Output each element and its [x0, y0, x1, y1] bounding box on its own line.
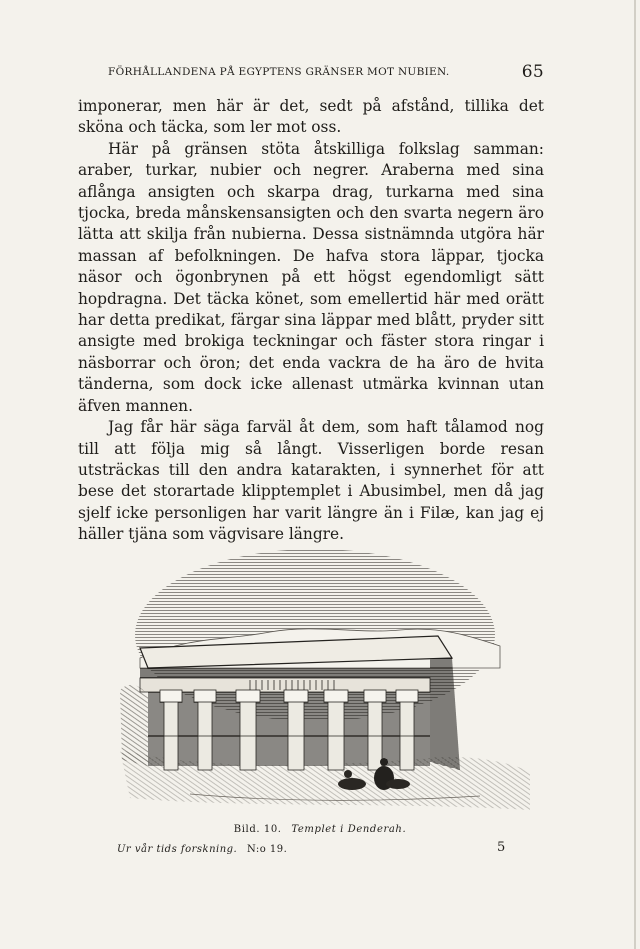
paragraph: imponerar, men här är det, sedt på afstånd, tillika det sköna och täcka, som ler mot oss. [78, 97, 544, 137]
series-issue: N:o 19. [246, 844, 288, 855]
body-text [78, 96, 544, 546]
column [240, 700, 256, 770]
series-title: Ur vår tids forskning. [117, 844, 238, 855]
signature-mark: 5 [497, 840, 506, 855]
column [288, 700, 304, 770]
column [368, 700, 382, 770]
caption-label: Bild. 10. [233, 824, 282, 835]
columns [164, 700, 414, 770]
column [400, 700, 414, 770]
figure-caption [0, 824, 640, 835]
paragraph: Jag får här säga farväl åt dem, som haft tålamod nog till att följa mig så långt. Visserligen borde resan utsträckas till den andra katarakten, i synnerhet för att bese det storartade klipptemplet i Abusimbel, men då jag sjelf icke personligen har varit längre än i Filæ, kan jag ej häller tjäna som vägvisare längre. [78, 418, 544, 544]
page-number: 65 [521, 62, 544, 82]
engraving-illustration [100, 540, 540, 822]
series-footer [117, 844, 287, 855]
left-rubble [120, 685, 148, 766]
column [164, 700, 178, 770]
temple-engraving [100, 540, 540, 822]
running-title: FÖRHÅLLANDENA PÅ EGYPTENS GRÄNSER MOT NUBIEN. [108, 66, 450, 78]
page-edge [634, 0, 636, 949]
caption-title: Templet i Denderah. [291, 824, 407, 835]
column [328, 700, 344, 770]
hathor-capitals [160, 690, 418, 702]
paragraph: Här på gränsen stöta åtskilliga folkslag samman: araber, turkar, nubier och negrer. Araberna med sina aflånga ansigten och skarpa drag, turkarna med sina tjocka, breda månskensansigten och den svarta negern äro lätta att skilja från nubierna. Dessa sistnämnda utgöra här massan af befolkningen. De hafva stora läppar, tjocka näsor och ögonbrynen på ett högst egendomligt sätt hopdragna. Det täcka könet, som emellertid här med orätt har detta predikat, färgar sina läppar med blått, pryder sitt ansigte med brokiga teckningar och fäster stora ringar i näsborrar och öron; det enda vackra de ha äro de hvita tänderna, som dock icke allenast utmärka kvinnan utan äfven mannen. [78, 139, 544, 415]
temple-cornice [140, 668, 430, 678]
column [198, 700, 212, 770]
